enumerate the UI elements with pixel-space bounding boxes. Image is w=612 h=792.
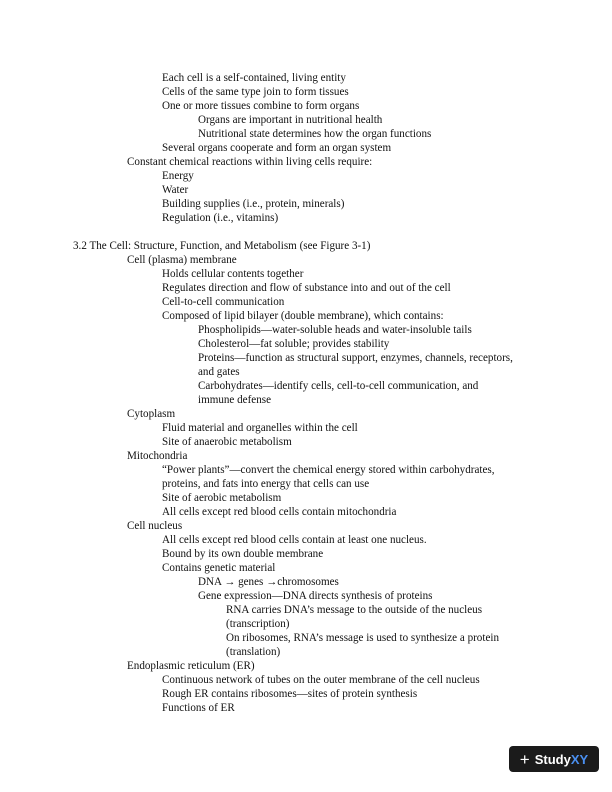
outline-text: Composed of lipid bilayer (double membrane), which contains: [162,310,444,322]
outline-text: Constant chemical reactions within living cells require: [127,156,373,168]
outline-text: Rough ER contains ribosomes—sites of protein synthesis [162,688,418,700]
outline-text: Several organs cooperate and form an organ system [162,142,392,154]
outline-text: and gates [198,366,240,378]
outline-text: All cells except red blood cells contain mitochondria [162,506,397,518]
outline-text: Mitochondria [127,450,188,462]
outline-text: Site of aerobic metabolism [162,492,282,504]
outline-text: One or more tissues combine to form organs [162,100,360,112]
outline-text: Gene expression—DNA directs synthesis of proteins [198,590,433,602]
outline-text: (translation) [226,646,281,658]
outline-text: On ribosomes, RNA’s message is used to synthesize a protein [226,632,499,644]
outline-text: Fluid material and organelles within the cell [162,422,358,434]
outline-text: Endoplasmic reticulum (ER) [127,660,255,672]
studyxy-logo [509,746,599,772]
outline-text: Proteins—function as structural support, enzymes, channels, receptors, [198,352,513,364]
outline-text: Holds cellular contents together [162,268,304,280]
outline-text: All cells except red blood cells contain at least one nucleus. [162,534,427,546]
logo-text-study: Study [534,751,571,767]
outline-text: Continuous network of tubes on the outer membrane of the cell nucleus [162,674,480,686]
plus-icon: + [519,749,530,769]
outline-text: Each cell is a self-contained, living entity [162,72,346,84]
outline-text: (transcription) [226,618,290,630]
outline-text: Organs are important in nutritional health [198,114,383,126]
outline-text: Energy [162,170,194,182]
outline-text: Site of anaerobic metabolism [162,436,292,448]
outline-text: Cholesterol—fat soluble; provides stability [198,338,390,350]
outline-text: Cytoplasm [127,408,176,420]
outline-text: Cells of the same type join to form tissues [162,86,349,98]
outline-text: Nutritional state determines how the organ functions [198,128,432,140]
outline-text: Water [162,184,189,196]
outline-text: Cell nucleus [127,520,183,532]
outline-text: “Power plants”—convert the chemical energy stored within carbohydrates, [162,464,495,476]
outline-text: immune defense [198,394,272,406]
outline-text: Phospholipids—water-soluble heads and water-insoluble tails [198,324,472,336]
outline-text: Contains genetic material [162,562,276,574]
outline-text: Bound by its own double membrane [162,548,324,560]
outline-text: Functions of ER [162,702,235,714]
outline-text: Carbohydrates—identify cells, cell-to-cell communication, and [198,380,479,392]
outline-text: RNA carries DNA’s message to the outside of the nucleus [226,604,483,616]
outline-text: DNA → genes →chromosomes [198,576,339,588]
outline-text: Regulates direction and flow of substance into and out of the cell [162,282,451,294]
outline-text: proteins, and fats into energy that cells can use [162,478,370,490]
logo-text-xy: XY [570,751,589,767]
outline-text: 3.2 The Cell: Structure, Function, and Metabolism (see Figure 3-1) [73,240,371,252]
outline-text: Building supplies (i.e., protein, minerals) [162,198,345,210]
outline-text: Cell-to-cell communication [162,296,285,308]
outline-text: Regulation (i.e., vitamins) [162,212,279,224]
outline-text: Cell (plasma) membrane [127,254,237,266]
